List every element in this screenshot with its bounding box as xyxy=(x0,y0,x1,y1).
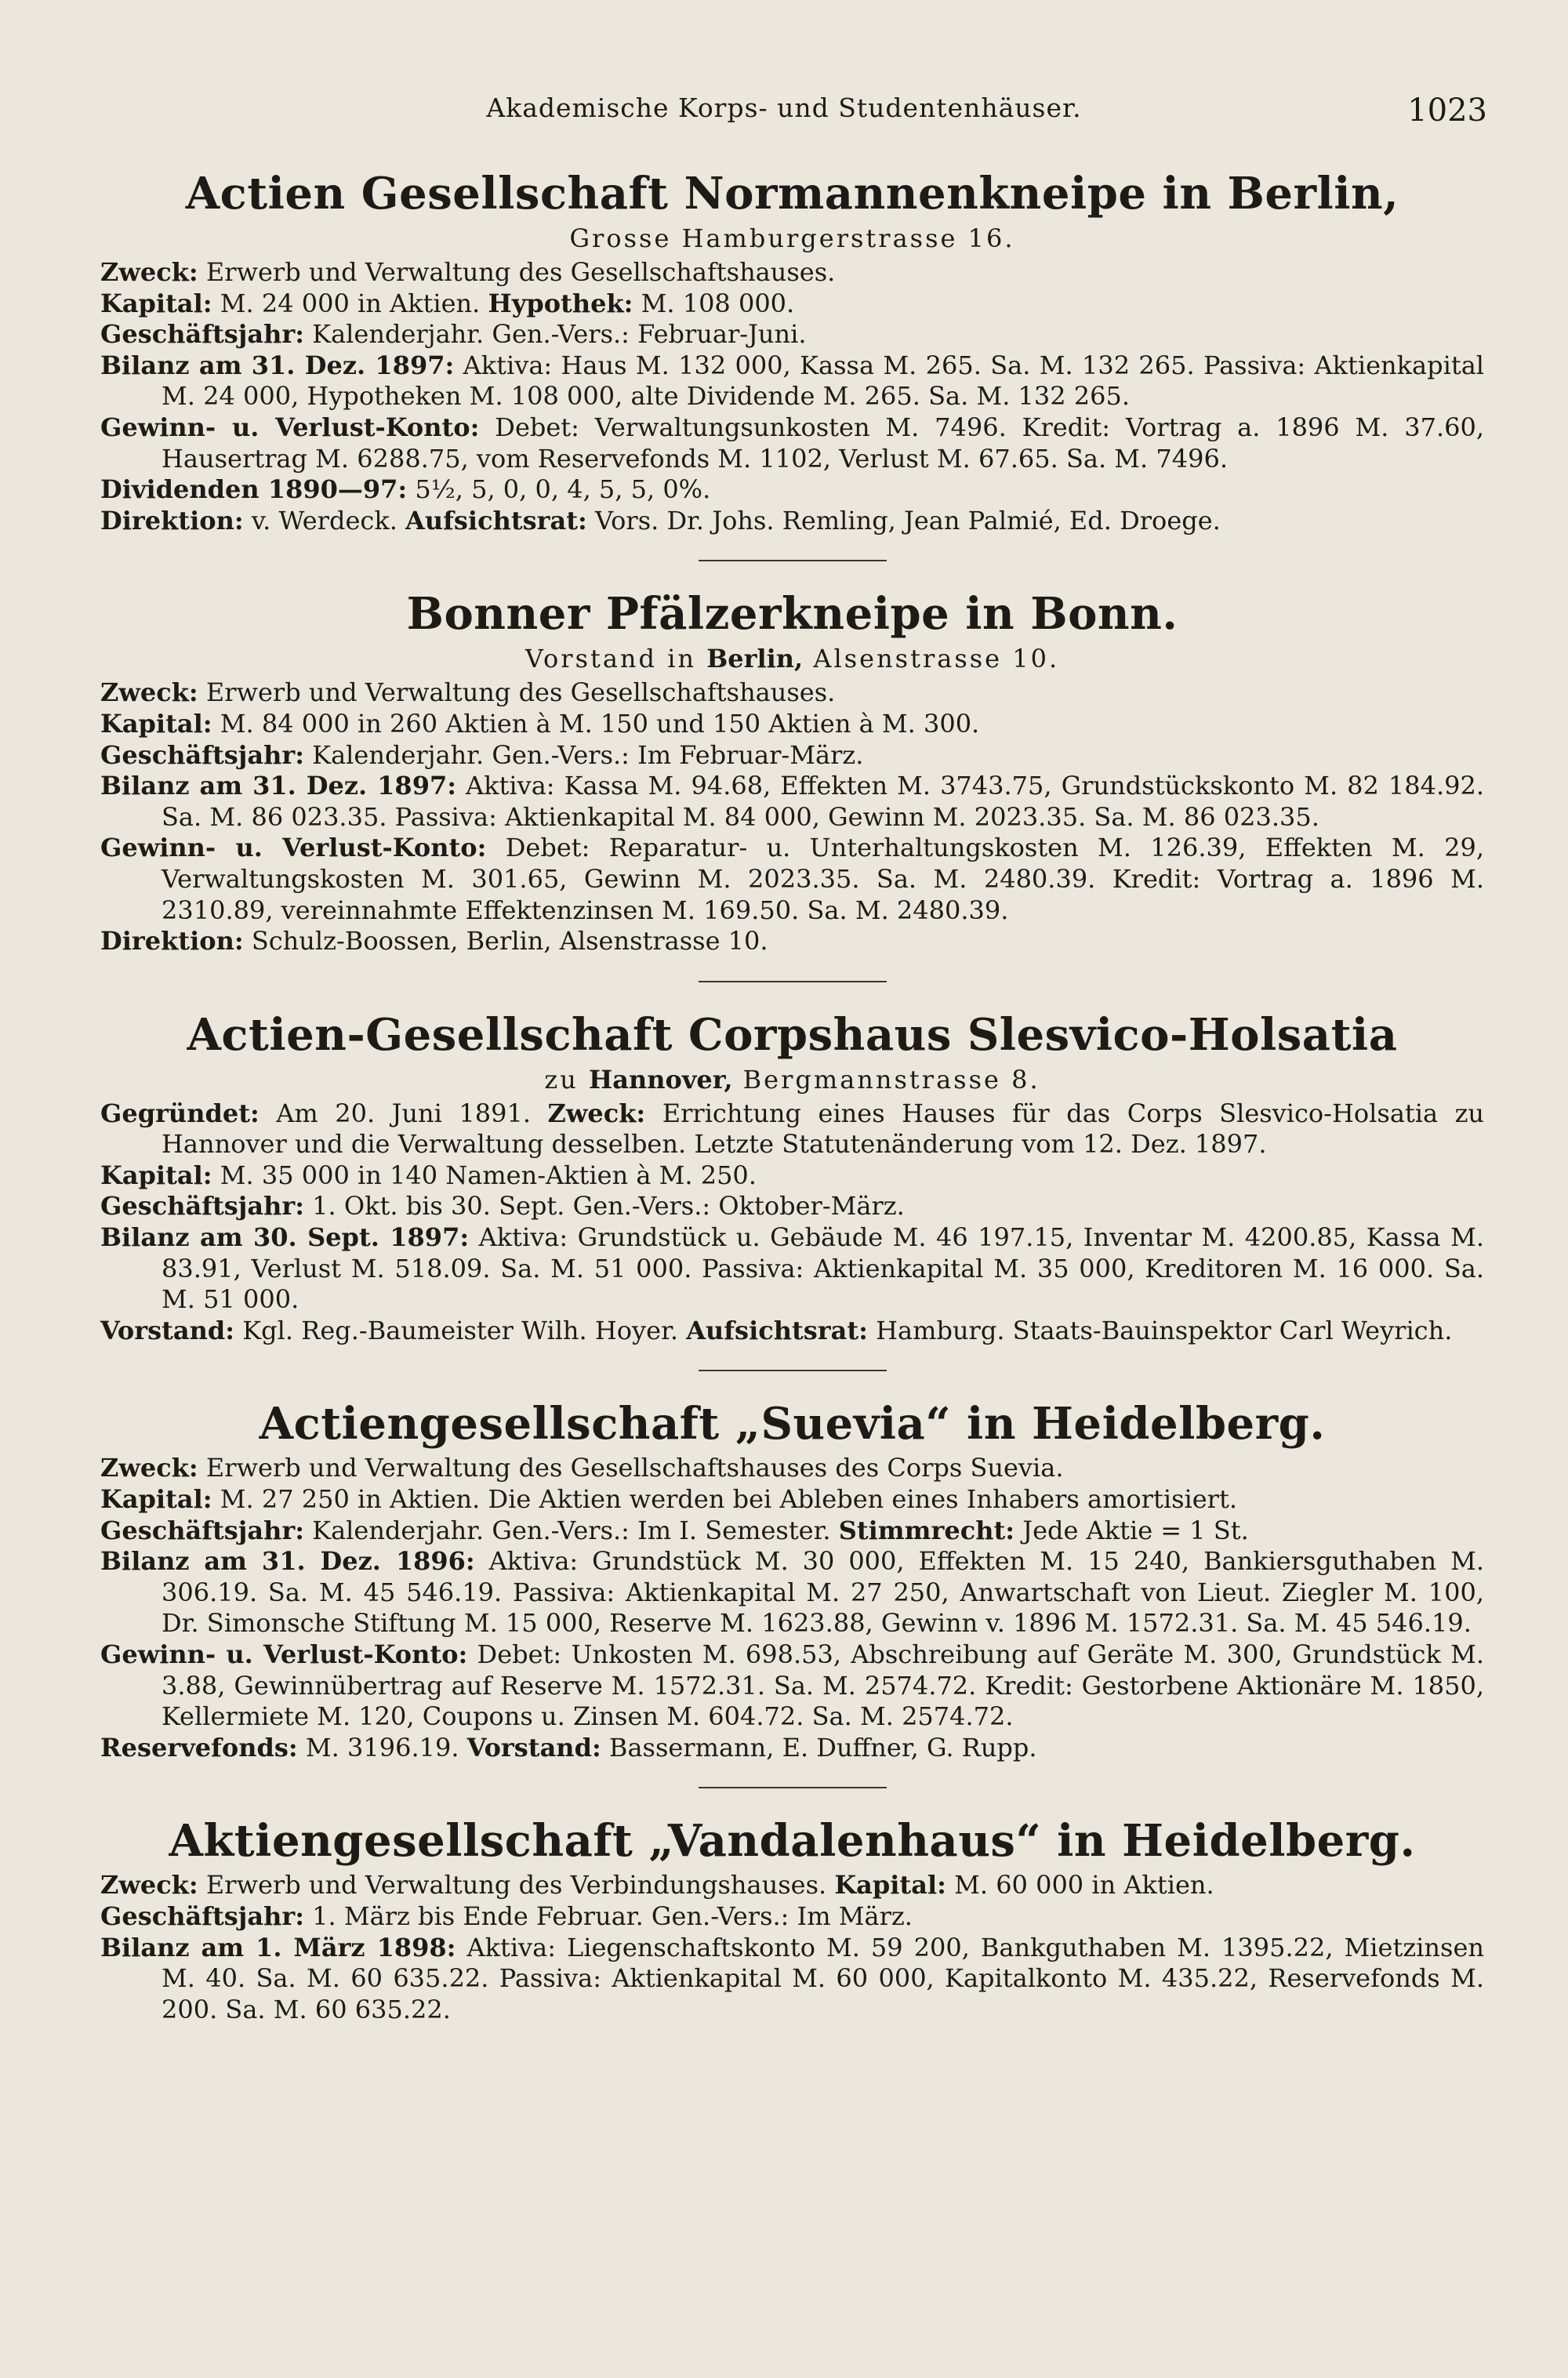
entry-text: Erwerb und Verwaltung des Gesellschaftshauses des Corps Suevia. xyxy=(205,1453,1064,1483)
entry-text: Kalenderjahr. Gen.-Vers.: Im I. Semester. xyxy=(312,1515,831,1545)
running-head xyxy=(0,93,1568,132)
company-title: Actien-Gesellschaft Corpshaus Slesvico-Holsatia xyxy=(187,1008,1398,1061)
company-address xyxy=(100,643,1484,674)
entry-label: Direktion: xyxy=(100,926,244,957)
entry-text: 1. März bis Ende Februar. Gen.-Vers.: Im März. xyxy=(312,1901,913,1931)
entry-label: Kapital: xyxy=(100,288,212,318)
entry-label: Vorstand: xyxy=(466,1732,601,1763)
running-head-title: Akademische Korps- und Studentenhäuser. xyxy=(486,93,1082,123)
address-city: Berlin, xyxy=(706,644,804,674)
entry-text: Erwerb und Verwaltung des Gesellschaftshauses. xyxy=(205,257,836,287)
entry-text: Kalenderjahr. Gen.-Vers.: Im Februar-März. xyxy=(312,739,864,770)
address-prefix: Vorstand in xyxy=(524,644,697,674)
address-street: Bergmannstrasse 8. xyxy=(742,1064,1040,1095)
entry-text: 5½, 5, 0, 0, 4, 5, 5, 0%. xyxy=(415,474,711,505)
entry-text: Aktiva: Haus M. 132 000, Kassa M. 265. Sa. M. 132 265. Passiva: Aktienkapital M. 24 000, Hypotheken M. 108 000, alte Dividende M. 265. Sa. M. 132 265. xyxy=(162,350,1485,412)
section-divider xyxy=(699,560,887,561)
entry-label: Bilanz am 30. Sept. 1897: xyxy=(100,1222,470,1253)
entry-label: Zweck: xyxy=(100,257,198,287)
entry-line xyxy=(100,677,1484,709)
entry-label: Bilanz am 31. Dez. 1897: xyxy=(100,350,455,380)
address-street: Alsenstrasse 10. xyxy=(813,644,1060,674)
entry-text: M. 35 000 in 140 Namen-Aktien à M. 250. xyxy=(220,1160,757,1190)
entry-label: Kapital: xyxy=(100,1160,212,1190)
address-prefix: zu xyxy=(544,1064,579,1095)
entry-text: Bassermann, E. Duffner, G. Rupp. xyxy=(608,1732,1037,1763)
entry-text: Am 20. Juni 1891. xyxy=(276,1098,531,1128)
page-number: 1023 xyxy=(1407,93,1487,129)
entry-label: Zweck: xyxy=(100,1870,198,1901)
entry-label: Stimmrecht: xyxy=(838,1515,1015,1545)
entry-label: Geschäftsjahr: xyxy=(100,1191,304,1222)
entry-text: M. 60 000 in Aktien. xyxy=(954,1870,1214,1901)
entry-label: Geschäftsjahr: xyxy=(100,1901,304,1931)
entry-label: Gewinn- u. Verlust-Konto: xyxy=(100,412,480,442)
entry-label: Geschäftsjahr: xyxy=(100,1515,304,1545)
entry-line xyxy=(100,1933,1484,2026)
company-section xyxy=(100,1395,1484,1763)
entry-label: Vorstand: xyxy=(100,1315,235,1345)
entry-line xyxy=(100,1870,1484,1901)
company-section xyxy=(100,165,1484,536)
entry-text: Aktiva: Grundstück M. 30 000, Effekten M. 15 240, Bankiersguthaben M. 306.19. Sa. M. 45 546.19. Passiva: Aktienkapital M. 27 250, Anwartschaft von Lieut. Ziegler M. 100, Dr. Simonsche Stiftung M. 15 000, Reserve M. 1623.88, Gewinn v. 1896 M. 1572.31. Sa. M. 45 546.19. xyxy=(162,1546,1485,1639)
entry-label: Aufsichtsrat: xyxy=(686,1315,868,1345)
entry-label: Kapital: xyxy=(834,1870,946,1901)
company-title: Actien Gesellschaft Normannenkneipe in Berlin, xyxy=(185,168,1399,220)
entry-line xyxy=(100,1516,1484,1547)
entry-text: Kalenderjahr. Gen.-Vers.: Februar-Juni. xyxy=(312,319,807,350)
entry-line xyxy=(100,833,1484,926)
entry-line xyxy=(100,257,1484,289)
entry-label: Hypothek: xyxy=(488,288,633,318)
entry-line xyxy=(100,1222,1484,1316)
entry-label: Zweck: xyxy=(547,1098,646,1128)
entry-text: Errichtung eines Hauses für das Corps Slesvico-Holsatia zu Hannover und die Verwaltung desselben. Letzte Statutenänderung vom 12. Dez. 1897. xyxy=(162,1098,1485,1160)
entry-label: Zweck: xyxy=(100,1453,198,1483)
entry-text: M. 84 000 in 260 Aktien à M. 150 und 150 Aktien à M. 300. xyxy=(220,708,980,739)
entry-line xyxy=(100,319,1484,350)
entry-text: 1. Okt. bis 30. Sept. Gen.-Vers.: Oktober-März. xyxy=(312,1191,905,1222)
entry-text: Schulz-Boossen, Berlin, Alsenstrasse 10. xyxy=(251,926,768,957)
section-divider xyxy=(699,1787,887,1788)
entry-text: v. Werdeck. xyxy=(251,505,397,536)
entry-line xyxy=(100,926,1484,957)
entry-text: M. 3196.19. xyxy=(305,1732,459,1763)
entry-text: Jede Aktie = 1 St. xyxy=(1022,1515,1249,1545)
entry-text: Kgl. Reg.-Baumeister Wilh. Hoyer. xyxy=(242,1315,679,1345)
entry-line xyxy=(100,1484,1484,1516)
entry-text: M. 108 000. xyxy=(641,288,795,318)
company-title: Bonner Pfälzerkneipe in Bonn. xyxy=(406,588,1178,641)
entry-line xyxy=(100,474,1484,506)
entry-label: Reservefonds: xyxy=(100,1732,298,1763)
entry-text: Aktiva: Kassa M. 94.68, Effekten M. 3743.75, Grundstückskonto M. 82 184.92. Sa. M. 86 023.35. Passiva: Aktienkapital M. 84 000, Gewinn M. 2023.35. Sa. M. 86 023.35. xyxy=(162,771,1484,832)
entry-line xyxy=(100,740,1484,771)
entry-line xyxy=(100,350,1484,412)
entry-line xyxy=(100,1191,1484,1222)
entry-label: Gewinn- u. Verlust-Konto: xyxy=(100,1639,468,1669)
company-address: Grosse Hamburgerstrasse 16. xyxy=(569,223,1015,253)
company-section xyxy=(100,1006,1484,1347)
entry-line xyxy=(100,1733,1484,1764)
company-address xyxy=(100,1064,1484,1095)
entry-text: Vors. Dr. Johs. Remling, Jean Palmié, Ed. Droege. xyxy=(594,505,1221,536)
entry-text: Debet: Reparatur- u. Unterhaltungskosten M. 126.39, Effekten M. 29, Verwaltungskosten M. 301.65, Gewinn M. 2023.35. Sa. M. 2480.39. Kredit: Vortrag a. 1896 M. 2310.89, vereinnahmte Effektenzinsen M. 169.50. Sa. M. 2480.39. xyxy=(162,833,1485,925)
section-divider xyxy=(699,1370,887,1371)
entry-text: Aktiva: Liegenschaftskonto M. 59 200, Bankguthaben M. 1395.22, Mietzinsen M. 40. Sa. M. 60 635.22. Passiva: Aktienkapital M. 60 000, Kapitalkonto M. 435.22, Reservefonds M. 200. Sa. M. 60 635.22. xyxy=(162,1932,1485,2024)
entry-line xyxy=(100,1098,1484,1160)
entry-line xyxy=(100,1160,1484,1192)
entry-label: Gegründet: xyxy=(100,1098,260,1128)
entry-label: Geschäftsjahr: xyxy=(100,319,304,350)
entry-line xyxy=(100,1453,1484,1484)
company-section xyxy=(100,1812,1484,2025)
entry-line xyxy=(100,1639,1484,1733)
entry-label: Zweck: xyxy=(100,677,198,708)
section-divider xyxy=(699,981,887,982)
entry-text: Debet: Unkosten M. 698.53, Abschreibung auf Geräte M. 300, Grundstück M. 3.88, Gewinnübertrag auf Reserve M. 1572.31. Sa. M. 2574.72. Kredit: Gestorbene Aktionäre M. 1850, Kellermiete M. 120, Coupons u. Zinsen M. 604.72. Sa. M. 2574.72. xyxy=(162,1639,1485,1732)
entry-label: Bilanz am 1. März 1898: xyxy=(100,1932,456,1962)
entry-label: Geschäftsjahr: xyxy=(100,739,304,770)
entry-line xyxy=(100,412,1484,474)
entry-label: Kapital: xyxy=(100,708,212,739)
entry-line xyxy=(100,1901,1484,1933)
entry-line xyxy=(100,709,1484,740)
entry-text: Erwerb und Verwaltung des Verbindungshauses. xyxy=(205,1870,827,1901)
entry-text: Hamburg. Staats-Bauinspektor Carl Weyrich. xyxy=(876,1315,1453,1345)
page-content xyxy=(100,165,1484,2025)
entry-line xyxy=(100,506,1484,537)
entry-line xyxy=(100,289,1484,320)
company-title: Actiengesellschaft „Suevia“ in Heidelberg. xyxy=(259,1398,1326,1450)
entry-label: Gewinn- u. Verlust-Konto: xyxy=(100,833,487,863)
entry-text: M. 24 000 in Aktien. xyxy=(220,288,481,318)
entry-label: Direktion: xyxy=(100,505,244,536)
company-title: Aktiengesellschaft „Vandalenhaus“ in Heidelberg. xyxy=(169,1815,1416,1868)
entry-text: Aktiva: Grundstück u. Gebäude M. 46 197.15, Inventar M. 4200.85, Kassa M. 83.91, Verlust M. 518.09. Sa. M. 51 000. Passiva: Aktienkapital M. 35 000, Kreditoren M. 16 000. Sa. M. 51 000. xyxy=(162,1222,1485,1315)
entry-text: M. 27 250 in Aktien. Die Aktien werden bei Ableben eines Inhabers amortisiert. xyxy=(220,1484,1237,1515)
entry-label: Dividenden 1890—97: xyxy=(100,474,408,505)
entry-text: Erwerb und Verwaltung des Gesellschaftshauses. xyxy=(205,677,836,708)
entry-line xyxy=(100,771,1484,833)
entry-line xyxy=(100,1316,1484,1347)
entry-label: Kapital: xyxy=(100,1484,212,1515)
entry-label: Bilanz am 31. Dez. 1896: xyxy=(100,1546,475,1577)
company-section xyxy=(100,585,1484,957)
entry-label: Bilanz am 31. Dez. 1897: xyxy=(100,771,457,801)
entry-label: Aufsichtsrat: xyxy=(405,505,587,536)
entry-line xyxy=(100,1546,1484,1639)
address-city: Hannover, xyxy=(588,1064,733,1095)
entry-text: Debet: Verwaltungsunkosten M. 7496. Kredit: Vortrag a. 1896 M. 37.60, Hausertrag M. 6288.75, vom Reservefonds M. 1102, Verlust M. 67.65. Sa. M. 7496. xyxy=(162,412,1485,474)
